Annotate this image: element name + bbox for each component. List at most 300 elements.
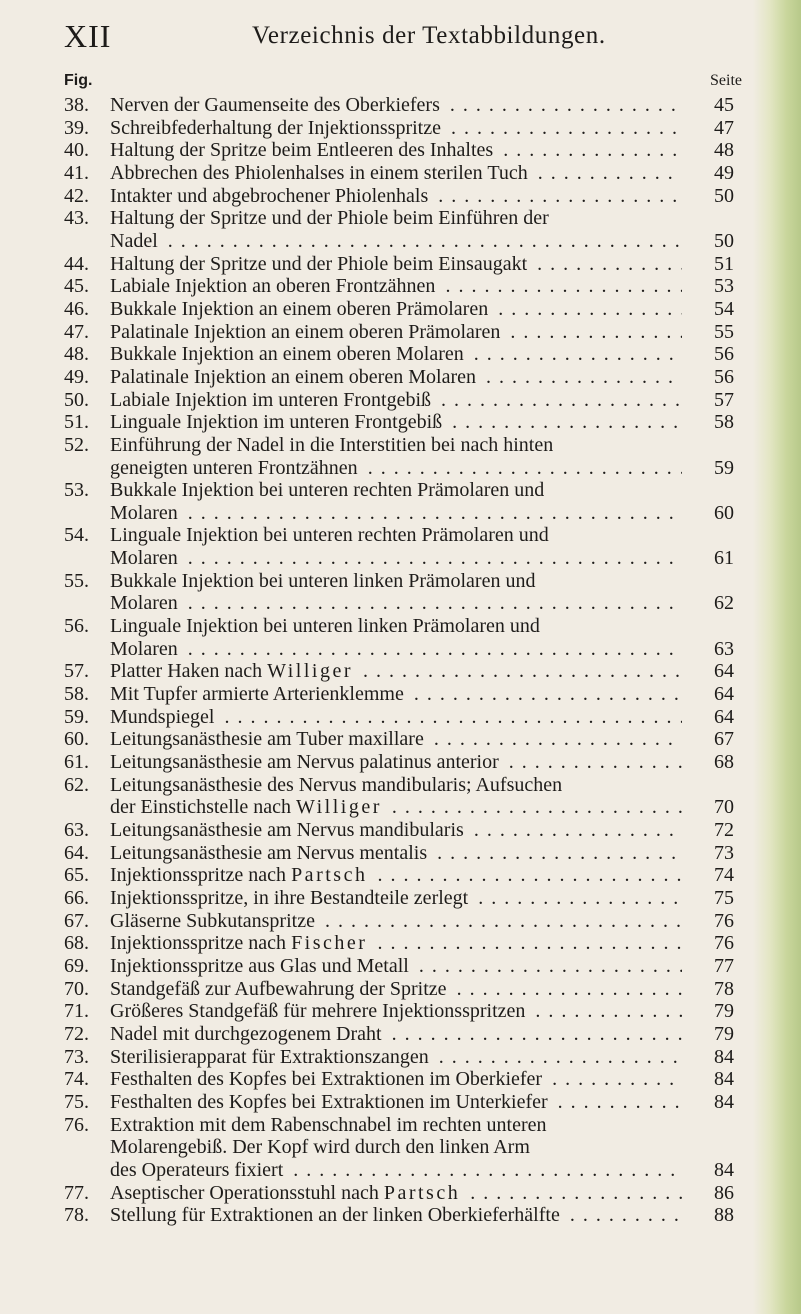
dot-leader bbox=[442, 411, 682, 434]
dot-leader bbox=[549, 524, 682, 547]
figure-entry bbox=[64, 366, 734, 389]
description-text: Linguale Injektion im unteren Frontgebiß bbox=[110, 411, 443, 434]
page-reference: 50 bbox=[714, 229, 734, 252]
dot-leader bbox=[525, 1000, 682, 1023]
description-line bbox=[110, 706, 682, 729]
dot-leader bbox=[562, 774, 682, 797]
dot-leader bbox=[544, 479, 682, 502]
figure-description bbox=[110, 207, 682, 252]
page-reference: 50 bbox=[714, 184, 734, 207]
figure-number: 71. bbox=[64, 1000, 89, 1023]
figure-description bbox=[110, 185, 682, 208]
figure-entry bbox=[64, 411, 734, 434]
author-name: Partsch bbox=[383, 1181, 461, 1204]
description-line bbox=[110, 117, 682, 140]
description-line bbox=[110, 978, 682, 1001]
figure-number: 69. bbox=[64, 954, 89, 977]
page-reference: 63 bbox=[714, 637, 734, 660]
description-line bbox=[110, 547, 682, 570]
description-line bbox=[110, 887, 682, 910]
description-line bbox=[110, 457, 682, 480]
dot-leader bbox=[440, 94, 682, 117]
figure-entry bbox=[64, 706, 734, 729]
dot-leader bbox=[549, 207, 682, 230]
figure-number: 68. bbox=[64, 932, 89, 955]
description-line bbox=[110, 842, 682, 865]
figure-number: 55. bbox=[64, 569, 89, 592]
description-text: Nerven der Gaumenseite des Oberkiefers bbox=[110, 94, 440, 116]
page-reference: 57 bbox=[714, 388, 734, 411]
figure-description bbox=[110, 366, 682, 389]
description-text: Schreibfederhaltung der Injektionsspritze bbox=[110, 116, 441, 139]
description-line bbox=[110, 1046, 682, 1069]
description-line bbox=[110, 434, 682, 457]
dot-leader bbox=[382, 796, 682, 819]
description-line bbox=[110, 796, 682, 819]
description-text: Haltung der Spritze und der Phiole beim Einsaugakt bbox=[110, 252, 528, 275]
page-number: XII bbox=[64, 18, 112, 54]
figure-number: 70. bbox=[64, 977, 89, 1000]
description-line bbox=[110, 910, 682, 933]
figure-entry bbox=[64, 479, 734, 524]
page-reference: 59 bbox=[714, 456, 734, 479]
description-text: Einführung der Nadel in die Interstitien bei nach hinten bbox=[110, 433, 554, 456]
dot-leader bbox=[542, 1068, 682, 1091]
page-column-label: Seite bbox=[710, 72, 742, 89]
dot-leader bbox=[560, 1204, 682, 1227]
figure-number: 66. bbox=[64, 886, 89, 909]
figure-entry bbox=[64, 842, 734, 865]
figure-number: 65. bbox=[64, 864, 89, 887]
description-line bbox=[110, 751, 682, 774]
dot-leader bbox=[460, 1182, 682, 1205]
page-reference: 61 bbox=[714, 547, 734, 570]
description-text: Bukkale Injektion bei unteren rechten Prämolaren und bbox=[110, 479, 545, 502]
figure-description bbox=[110, 479, 682, 524]
page-reference: 54 bbox=[714, 297, 734, 320]
page-reference: 51 bbox=[714, 252, 734, 275]
page-header bbox=[64, 16, 784, 56]
page-reference: 79 bbox=[714, 1000, 734, 1023]
figure-description bbox=[110, 343, 682, 366]
description-text: Labiale Injektion im unteren Frontgebiß bbox=[110, 388, 432, 411]
figure-description bbox=[110, 842, 682, 865]
figure-entry bbox=[64, 275, 734, 298]
figure-entry bbox=[64, 1023, 734, 1046]
figure-description bbox=[110, 955, 682, 978]
figure-entry bbox=[64, 819, 734, 842]
author-name: Fischer bbox=[291, 932, 368, 955]
figure-list bbox=[64, 94, 734, 1227]
figure-description bbox=[110, 751, 682, 774]
dot-leader bbox=[428, 185, 682, 208]
description-line bbox=[110, 1204, 682, 1227]
description-text: Standgefäß zur Aufbewahrung der Spritze bbox=[110, 977, 447, 1000]
description-line bbox=[110, 1068, 682, 1091]
figure-description bbox=[110, 615, 682, 660]
description-line bbox=[110, 638, 682, 661]
figure-entry bbox=[64, 343, 734, 366]
dot-leader bbox=[178, 547, 682, 570]
description-line bbox=[110, 411, 682, 434]
description-text: Leitungsanästhesie des Nervus mandibularis; Aufsuchen bbox=[110, 773, 563, 796]
description-line bbox=[110, 366, 682, 389]
figure-description bbox=[110, 683, 682, 706]
figure-number: 78. bbox=[64, 1204, 89, 1227]
dot-leader bbox=[547, 1114, 682, 1137]
figure-entry bbox=[64, 1204, 734, 1227]
figure-entry bbox=[64, 162, 734, 185]
description-text: Größeres Standgefäß für mehrere Injektionsspritzen bbox=[110, 1000, 526, 1023]
dot-leader bbox=[447, 978, 682, 1001]
author-name: Williger bbox=[267, 660, 354, 683]
figure-number: 49. bbox=[64, 365, 89, 388]
page-reference: 55 bbox=[714, 320, 734, 343]
figure-entry bbox=[64, 660, 734, 683]
figure-description bbox=[110, 1000, 682, 1023]
description-line bbox=[110, 1136, 682, 1159]
description-line bbox=[110, 1182, 682, 1205]
figure-description bbox=[110, 887, 682, 910]
author-name: Williger bbox=[296, 796, 382, 819]
page-reference: 72 bbox=[714, 819, 734, 841]
figure-entry bbox=[64, 978, 734, 1001]
description-line bbox=[110, 774, 682, 797]
figure-entry bbox=[64, 94, 734, 117]
description-text: Labiale Injektion an oberen Frontzähnen bbox=[110, 275, 436, 298]
figure-number: 46. bbox=[64, 297, 89, 320]
page-reference: 53 bbox=[714, 275, 734, 298]
dot-leader bbox=[409, 955, 682, 978]
figure-number: 51. bbox=[64, 411, 89, 434]
figure-number: 76. bbox=[64, 1113, 89, 1136]
figure-number: 54. bbox=[64, 524, 89, 547]
description-line bbox=[110, 389, 682, 412]
figure-description bbox=[110, 321, 682, 344]
description-text: Molaren bbox=[110, 637, 178, 660]
column-headers bbox=[64, 72, 742, 92]
page-reference: 48 bbox=[714, 139, 734, 162]
dot-leader bbox=[527, 253, 682, 276]
dot-leader bbox=[468, 887, 682, 910]
figure-entry bbox=[64, 932, 734, 955]
page-reference: 56 bbox=[714, 365, 734, 388]
page-reference: 84 bbox=[714, 1090, 734, 1113]
figure-description bbox=[110, 819, 682, 842]
description-line bbox=[110, 592, 682, 615]
description-line bbox=[110, 615, 682, 638]
description-text: der Einstichstelle nach bbox=[110, 796, 297, 819]
figure-entry bbox=[64, 1114, 734, 1182]
dot-leader bbox=[435, 275, 682, 298]
figure-number: 42. bbox=[64, 184, 89, 207]
figure-description bbox=[110, 932, 682, 955]
description-text: Haltung der Spritze und der Phiole beim Einführen der bbox=[110, 207, 549, 230]
figure-description bbox=[110, 253, 682, 276]
page-reference: 84 bbox=[714, 1045, 734, 1068]
page-reference: 84 bbox=[714, 1068, 734, 1091]
figure-description bbox=[110, 298, 682, 321]
figure-number: 45. bbox=[64, 275, 89, 298]
description-line bbox=[110, 479, 682, 502]
description-text: Festhalten des Kopfes bei Extraktionen im Unterkiefer bbox=[110, 1090, 548, 1113]
page-reference: 75 bbox=[714, 886, 734, 909]
description-line bbox=[110, 728, 682, 751]
dot-leader bbox=[548, 1091, 682, 1114]
figure-number: 52. bbox=[64, 433, 89, 456]
dot-leader bbox=[367, 864, 682, 887]
figure-description bbox=[110, 1046, 682, 1069]
description-text: Abbrechen des Phiolenhalses in einem sterilen Tuch bbox=[110, 161, 528, 184]
page-reference: 47 bbox=[714, 116, 734, 139]
figure-description bbox=[110, 411, 682, 434]
description-text: Mundspiegel bbox=[110, 705, 215, 728]
figure-number: 47. bbox=[64, 320, 89, 343]
page-reference: 64 bbox=[714, 705, 734, 728]
description-line bbox=[110, 185, 682, 208]
dot-leader bbox=[353, 660, 682, 683]
page-reference: 79 bbox=[714, 1022, 734, 1045]
dot-leader bbox=[500, 321, 682, 344]
figure-entry bbox=[64, 1091, 734, 1114]
figure-entry bbox=[64, 139, 734, 162]
description-line bbox=[110, 253, 682, 276]
dot-leader bbox=[382, 1023, 682, 1046]
page-edge-discoloration bbox=[753, 0, 801, 1314]
description-text: Leitungsanästhesie am Nervus mentalis bbox=[110, 841, 428, 864]
dot-leader bbox=[493, 139, 682, 162]
page-reference: 64 bbox=[714, 660, 734, 683]
figure-number: 74. bbox=[64, 1068, 89, 1091]
figure-description bbox=[110, 434, 682, 479]
page-reference: 67 bbox=[714, 728, 734, 751]
figure-entry bbox=[64, 955, 734, 978]
figure-entry bbox=[64, 751, 734, 774]
description-text: Molaren bbox=[110, 592, 178, 615]
figure-number: 59. bbox=[64, 705, 89, 728]
dot-leader bbox=[358, 457, 682, 480]
description-text: Nadel mit durchgezogenem Draht bbox=[110, 1022, 382, 1045]
dot-leader bbox=[429, 1046, 682, 1069]
dot-leader bbox=[283, 1159, 682, 1182]
description-text: Molarengebiß. Der Kopf wird durch den linken Arm bbox=[110, 1136, 530, 1159]
dot-leader bbox=[476, 366, 682, 389]
description-line bbox=[110, 864, 682, 887]
dot-leader bbox=[424, 728, 682, 751]
figure-description bbox=[110, 524, 682, 569]
figure-entry bbox=[64, 321, 734, 344]
description-text: Molaren bbox=[110, 501, 178, 524]
figure-entry bbox=[64, 185, 734, 208]
description-line bbox=[110, 207, 682, 230]
description-text: Linguale Injektion bei unteren linken Prämolaren und bbox=[110, 615, 540, 638]
description-line bbox=[110, 683, 682, 706]
figure-description bbox=[110, 706, 682, 729]
description-line bbox=[110, 139, 682, 162]
figure-description bbox=[110, 1182, 682, 1205]
description-text: Bukkale Injektion bei unteren linken Prämolaren und bbox=[110, 569, 536, 592]
figure-number: 44. bbox=[64, 252, 89, 275]
description-text: Molaren bbox=[110, 547, 178, 570]
figure-description bbox=[110, 1023, 682, 1046]
description-text: Extraktion mit dem Rabenschnabel im rechten unteren bbox=[110, 1113, 547, 1136]
description-line bbox=[110, 1000, 682, 1023]
dot-leader bbox=[441, 117, 682, 140]
dot-leader bbox=[367, 932, 682, 955]
figure-entry bbox=[64, 1068, 734, 1091]
page-reference: 73 bbox=[714, 841, 734, 864]
figure-description bbox=[110, 910, 682, 933]
figure-entry bbox=[64, 887, 734, 910]
page-reference: 76 bbox=[714, 932, 734, 955]
figure-number: 62. bbox=[64, 773, 89, 796]
figure-description bbox=[110, 162, 682, 185]
figure-entry bbox=[64, 117, 734, 140]
author-name: Partsch bbox=[291, 864, 368, 887]
figure-description bbox=[110, 1091, 682, 1114]
figure-description bbox=[110, 1114, 682, 1182]
figure-number: 60. bbox=[64, 728, 89, 751]
page-reference: 78 bbox=[714, 977, 734, 1000]
figure-entry bbox=[64, 1000, 734, 1023]
figure-description bbox=[110, 1068, 682, 1091]
figure-number: 41. bbox=[64, 161, 89, 184]
description-line bbox=[110, 275, 682, 298]
figure-number: 61. bbox=[64, 751, 89, 774]
figure-entry bbox=[64, 683, 734, 706]
description-text: Palatinale Injektion an einem oberen Prämolaren bbox=[110, 320, 501, 343]
description-text: Injektionsspritze nach bbox=[110, 932, 292, 955]
dot-leader bbox=[464, 819, 682, 842]
page-reference: 74 bbox=[714, 864, 734, 887]
description-text: Nadel bbox=[110, 229, 158, 252]
fig-column-label: Fig. bbox=[64, 72, 93, 89]
description-line bbox=[110, 1091, 682, 1114]
page-reference: 45 bbox=[714, 94, 734, 116]
figure-entry bbox=[64, 253, 734, 276]
dot-leader bbox=[464, 343, 682, 366]
description-text: geneigten unteren Frontzähnen bbox=[110, 456, 358, 479]
page-reference: 62 bbox=[714, 592, 734, 615]
figure-number: 67. bbox=[64, 909, 89, 932]
figure-entry bbox=[64, 298, 734, 321]
figure-entry bbox=[64, 1182, 734, 1205]
page-reference: 60 bbox=[714, 501, 734, 524]
figure-entry bbox=[64, 910, 734, 933]
figure-description bbox=[110, 660, 682, 683]
description-line bbox=[110, 660, 682, 683]
figure-entry bbox=[64, 434, 734, 479]
description-line bbox=[110, 230, 682, 253]
description-text: Platter Haken nach bbox=[110, 660, 268, 683]
figure-description bbox=[110, 389, 682, 412]
dot-leader bbox=[499, 751, 682, 774]
description-line bbox=[110, 1114, 682, 1137]
figure-description bbox=[110, 117, 682, 140]
description-line bbox=[110, 1159, 682, 1182]
figure-number: 75. bbox=[64, 1090, 89, 1113]
figure-number: 72. bbox=[64, 1022, 89, 1045]
description-line bbox=[110, 343, 682, 366]
figure-number: 57. bbox=[64, 660, 89, 683]
figure-number: 63. bbox=[64, 819, 89, 841]
page-reference: 64 bbox=[714, 683, 734, 706]
description-line bbox=[110, 1023, 682, 1046]
description-text: Injektionsspritze nach bbox=[110, 864, 292, 887]
figure-entry bbox=[64, 864, 734, 887]
page-reference: 77 bbox=[714, 954, 734, 977]
description-text: Aseptischer Operationsstuhl nach bbox=[110, 1181, 384, 1204]
description-text: Stellung für Extraktionen an der linken Oberkieferhälfte bbox=[110, 1204, 560, 1227]
dot-leader bbox=[178, 638, 682, 661]
description-text: Leitungsanästhesie am Nervus mandibularis bbox=[110, 819, 464, 841]
page-reference: 49 bbox=[714, 161, 734, 184]
dot-leader bbox=[178, 502, 682, 525]
page-title: Verzeichnis der Textabbildungen. bbox=[252, 22, 606, 49]
dot-leader bbox=[530, 1136, 682, 1159]
description-text: Mit Tupfer armierte Arterienklemme bbox=[110, 683, 404, 706]
figure-description bbox=[110, 978, 682, 1001]
description-line bbox=[110, 162, 682, 185]
description-line bbox=[110, 321, 682, 344]
figure-number: 39. bbox=[64, 116, 89, 139]
figure-number: 40. bbox=[64, 139, 89, 162]
description-text: Injektionsspritze, in ihre Bestandteile zerlegt bbox=[110, 886, 469, 909]
description-text: Injektionsspritze aus Glas und Metall bbox=[110, 954, 409, 977]
description-line bbox=[110, 524, 682, 547]
figure-number: 38. bbox=[64, 94, 89, 116]
dot-leader bbox=[214, 706, 682, 729]
figure-entry bbox=[64, 524, 734, 569]
description-text: Palatinale Injektion an einem oberen Molaren bbox=[110, 365, 476, 388]
page-reference: 68 bbox=[714, 751, 734, 774]
figure-description bbox=[110, 94, 682, 117]
description-text: Linguale Injektion bei unteren rechten Prämolaren und bbox=[110, 524, 549, 547]
description-text: Haltung der Spritze beim Entleeren des Inhaltes bbox=[110, 139, 494, 162]
description-text: des Operateurs fixiert bbox=[110, 1158, 284, 1181]
page-reference: 88 bbox=[714, 1204, 734, 1227]
description-line bbox=[110, 502, 682, 525]
figure-entry bbox=[64, 728, 734, 751]
figure-entry bbox=[64, 570, 734, 615]
dot-leader bbox=[528, 162, 682, 185]
description-line bbox=[110, 819, 682, 842]
dot-leader bbox=[178, 592, 682, 615]
figure-entry bbox=[64, 615, 734, 660]
page-reference: 56 bbox=[714, 343, 734, 366]
page-reference: 84 bbox=[714, 1158, 734, 1181]
description-text: Leitungsanästhesie am Tuber maxillare bbox=[110, 728, 424, 751]
figure-entry bbox=[64, 774, 734, 819]
figure-number: 58. bbox=[64, 683, 89, 706]
figure-entry bbox=[64, 1046, 734, 1069]
description-text: Intakter und abgebrochener Phiolenhals bbox=[110, 184, 429, 207]
description-line bbox=[110, 298, 682, 321]
figure-description bbox=[110, 864, 682, 887]
figure-description bbox=[110, 728, 682, 751]
figure-description bbox=[110, 139, 682, 162]
dot-leader bbox=[404, 683, 682, 706]
figure-description bbox=[110, 1204, 682, 1227]
page-reference: 86 bbox=[714, 1181, 734, 1204]
dot-leader bbox=[427, 842, 682, 865]
description-text: Festhalten des Kopfes bei Extraktionen im Oberkiefer bbox=[110, 1068, 543, 1091]
description-line bbox=[110, 955, 682, 978]
description-line bbox=[110, 932, 682, 955]
figure-number: 77. bbox=[64, 1181, 89, 1204]
figure-description bbox=[110, 774, 682, 819]
dot-leader bbox=[431, 389, 682, 412]
